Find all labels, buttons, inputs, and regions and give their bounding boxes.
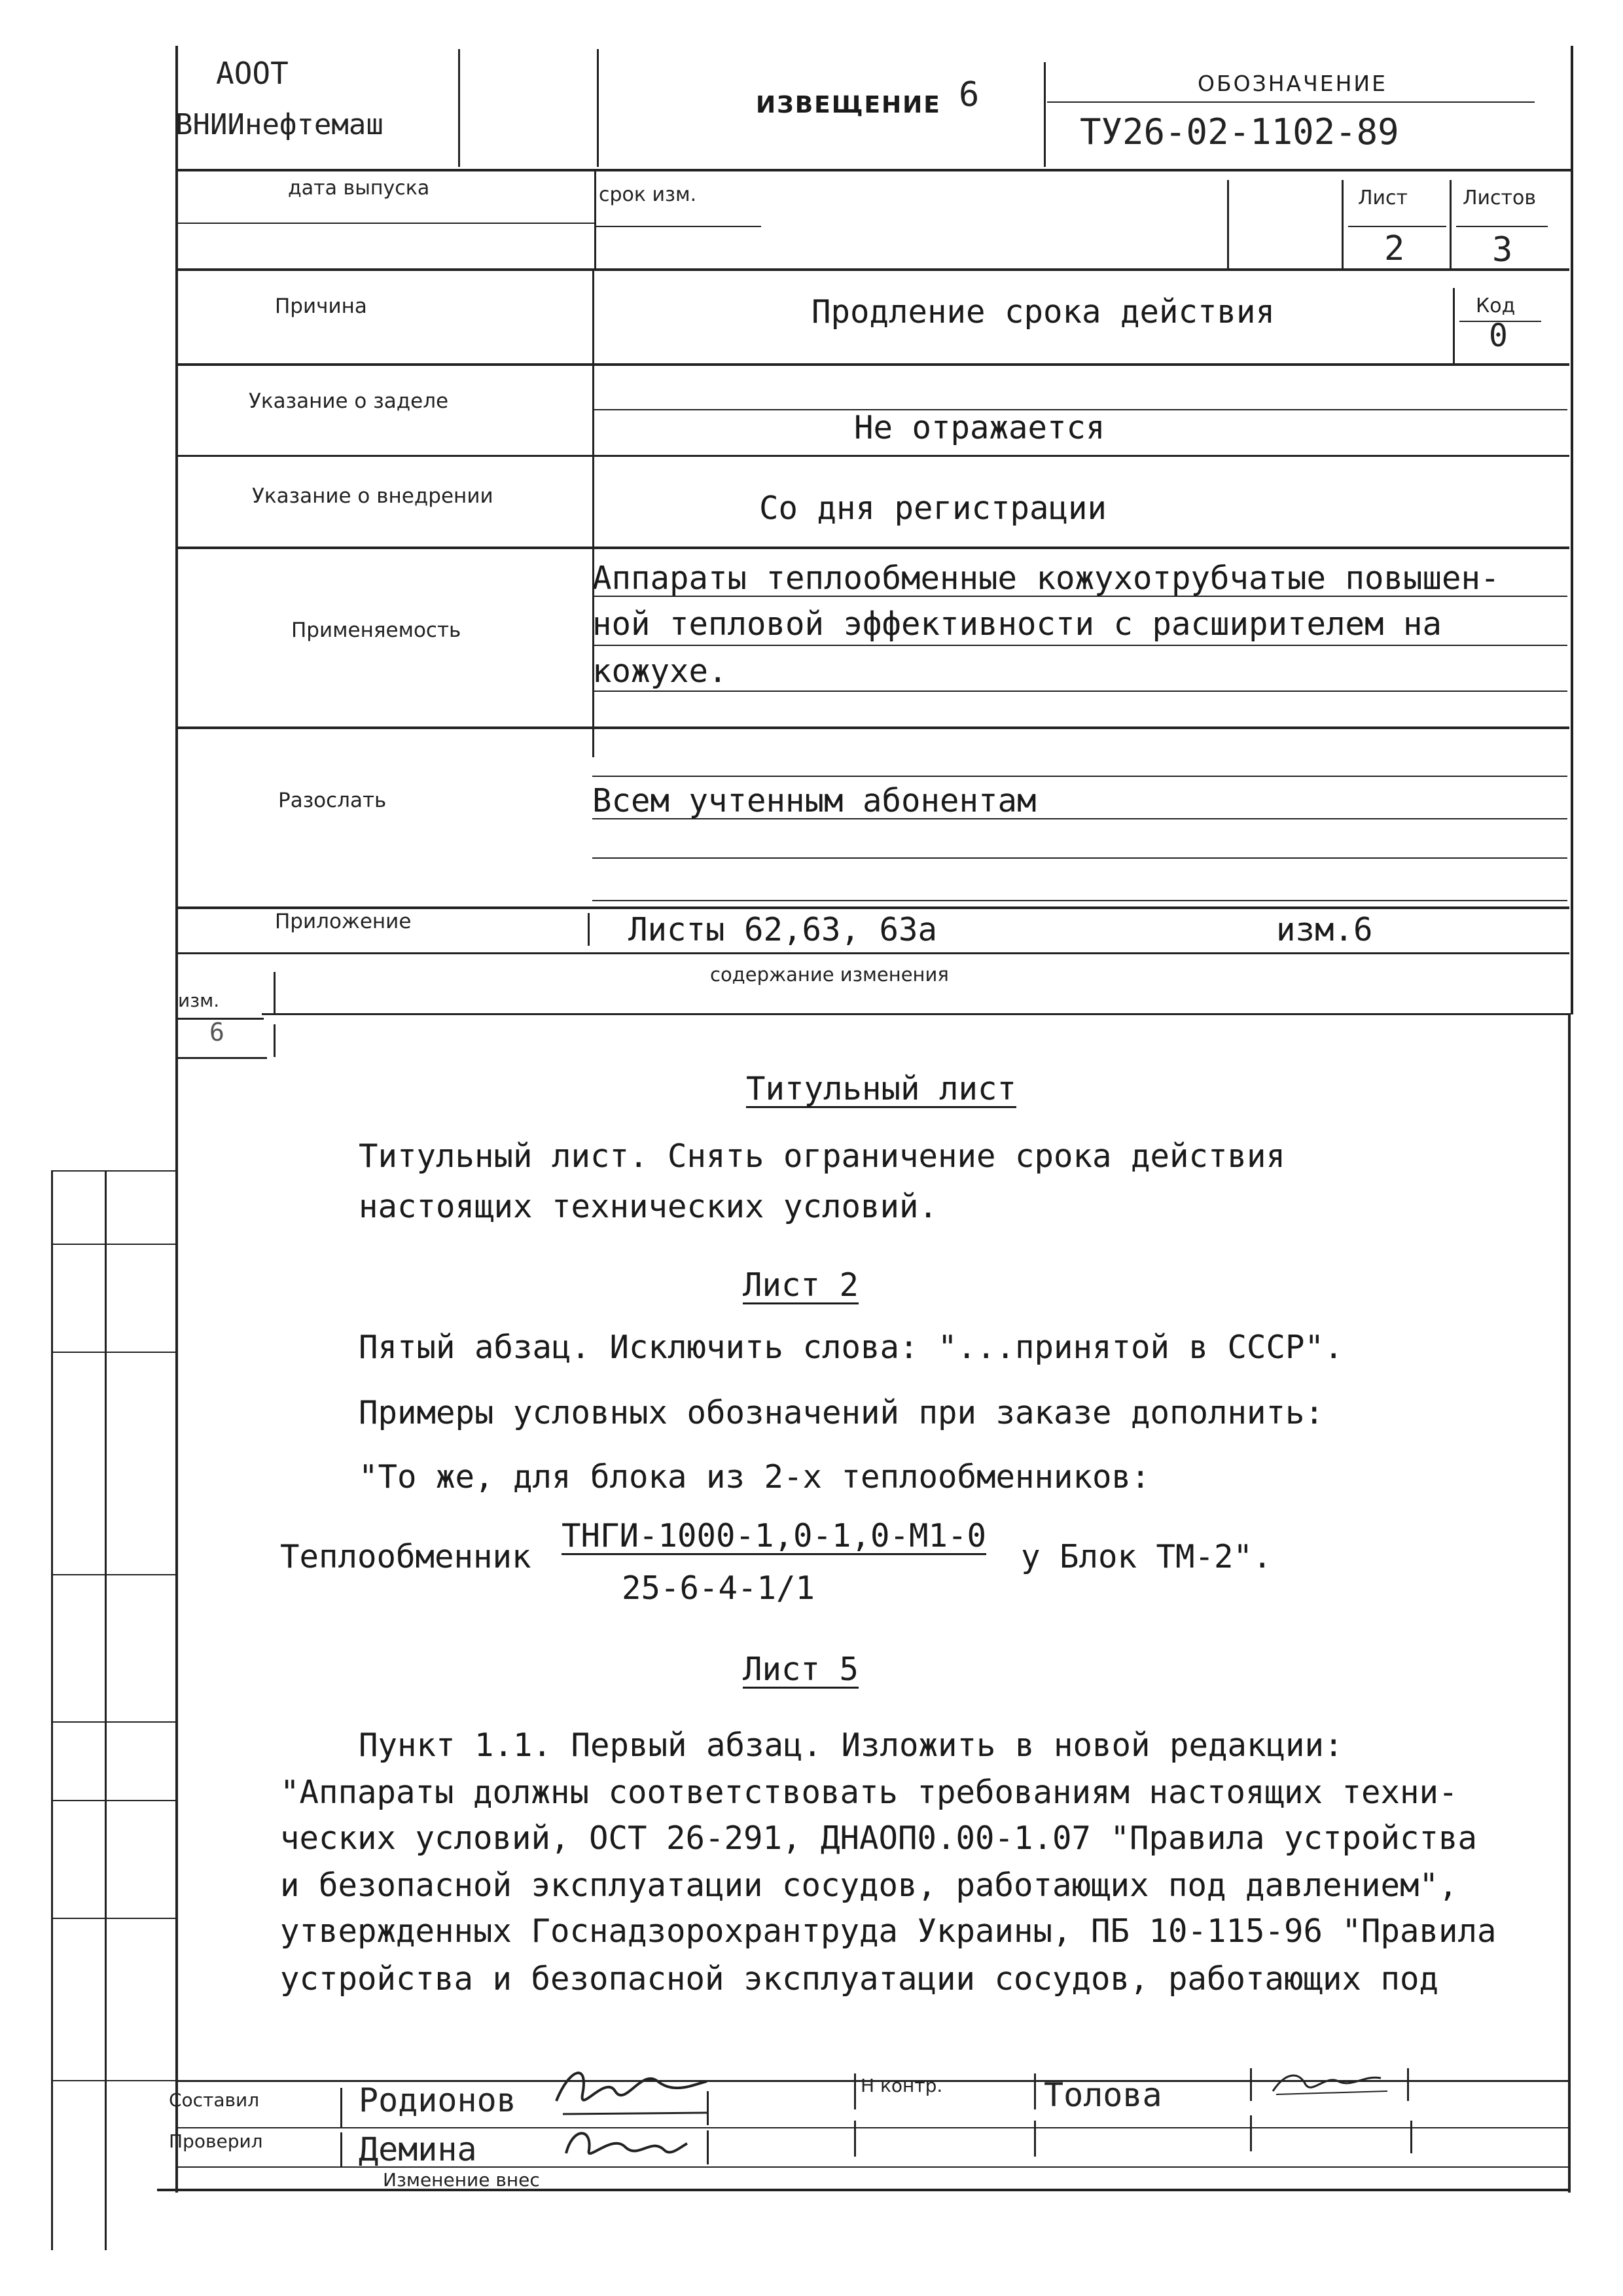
signature-compiled-icon [543,2055,713,2127]
sheet2-paragraph-3: "То же, для блока из 2-х теплообменников: [359,1458,1150,1496]
sheet5-line-2: "Аппараты должны соответствовать требованиям настоящих техни- [280,1774,1458,1811]
norm-control-label: Н контр. [861,2075,943,2096]
title-sheet-heading: Титульный лист [746,1070,1017,1107]
attachment-label: Приложение [275,910,412,933]
title-sheet-text-2: настоящих технических условий. [359,1188,938,1225]
sheet2-paragraph-1: Пятый абзац. Исключить слова: "...принятой в СССР". [359,1329,1344,1366]
norm-control-name: Толова [1044,2076,1162,2114]
compiled-label: Составил [169,2089,260,2111]
formula-denominator: 25-6-4-1/1 [622,1570,815,1607]
distribution-label: Разослать [278,789,387,812]
checked-label: Проверил [169,2130,263,2152]
attachment-change-ref: изм.6 [1276,911,1373,948]
sheet2-heading: Лист 2 [743,1266,859,1304]
organization-institute: ВНИИнефтемаш [175,108,383,141]
signature-checked-icon [560,2121,690,2166]
applicability-label: Применяемость [291,619,461,642]
reason-label: Причина [275,295,367,318]
attachment-value: Листы 62,63, 63а [628,911,938,948]
sheet5-line-3: ческих условий, ОСТ 26-291, ДНАОП0.00-1.07 "Правила устройства [280,1820,1478,1857]
applicability-line-3: кожухе. [592,653,728,690]
formula-prefix: Теплообменник [280,1538,531,1575]
reason-value: Продление срока действия [812,293,1275,331]
sheet5-line-4: и безопасной эксплуатации сосудов, работающих под давлением", [280,1867,1458,1904]
content-label: содержание изменения [710,963,949,986]
checked-name: Демина [359,2130,477,2168]
compiled-name: Родионов [359,2081,516,2119]
formula-suffix: у Блок ТМ-2". [1021,1538,1272,1575]
sheet5-heading: Лист 5 [743,1651,859,1688]
change-number: 6 [209,1018,224,1047]
sheet5-line-5: утвержденных Госнадзорохрантруда Украины, ПБ 10-115-96 "Правила [280,1912,1497,1950]
organization-name: АООТ [216,56,289,91]
applicability-line-2: ной тепловой эффективности с расширителем на [592,605,1442,643]
signature-norm-control-icon [1266,2062,1397,2101]
backlog-value: Не отражается [854,409,1105,446]
implementation-value: Со дня регистрации [759,490,1107,527]
sheet2-paragraph-2: Примеры условных обозначений при заказе дополнить: [359,1394,1325,1431]
issue-date-label: дата выпуска [288,177,430,200]
designation-value: ТУ26-02-1102-89 [1080,111,1399,152]
notice-label: ИЗВЕЩЕНИЕ [756,92,941,118]
change-label: изм. [178,990,220,1011]
sheet5-line-6: устройства и безопасной эксплуатации сосудов, работающих под [280,1960,1439,1998]
sheet5-line-1: Пункт 1.1. Первый абзац. Изложить в новой редакции: [359,1727,1344,1764]
notice-number: 6 [959,75,980,115]
sheet-label: Лист [1358,187,1408,209]
backlog-label: Указание о заделе [249,389,449,413]
distribution-value: Всем учтенным абонентам [592,782,1037,819]
designation-label: ОБОЗНАЧЕНИЕ [1198,71,1387,96]
implementation-label: Указание о внедрении [252,484,493,508]
change-term-label: срок изм. [599,183,697,206]
code-label: Код [1476,295,1516,317]
title-sheet-text-1: Титульный лист. Снять ограничение срока действия [359,1138,1286,1175]
sheets-label: Листов [1463,187,1537,209]
formula-numerator: ТНГИ-1000-1,0-1,0-М1-0 [562,1517,987,1554]
sheet-value: 2 [1384,229,1405,268]
change-entered-label: Изменение внес [383,2169,540,2191]
applicability-line-1: Аппараты теплообменные кожухотрубчатые повышен- [592,560,1500,597]
sheets-value: 3 [1492,230,1513,270]
code-value: 0 [1489,317,1508,354]
